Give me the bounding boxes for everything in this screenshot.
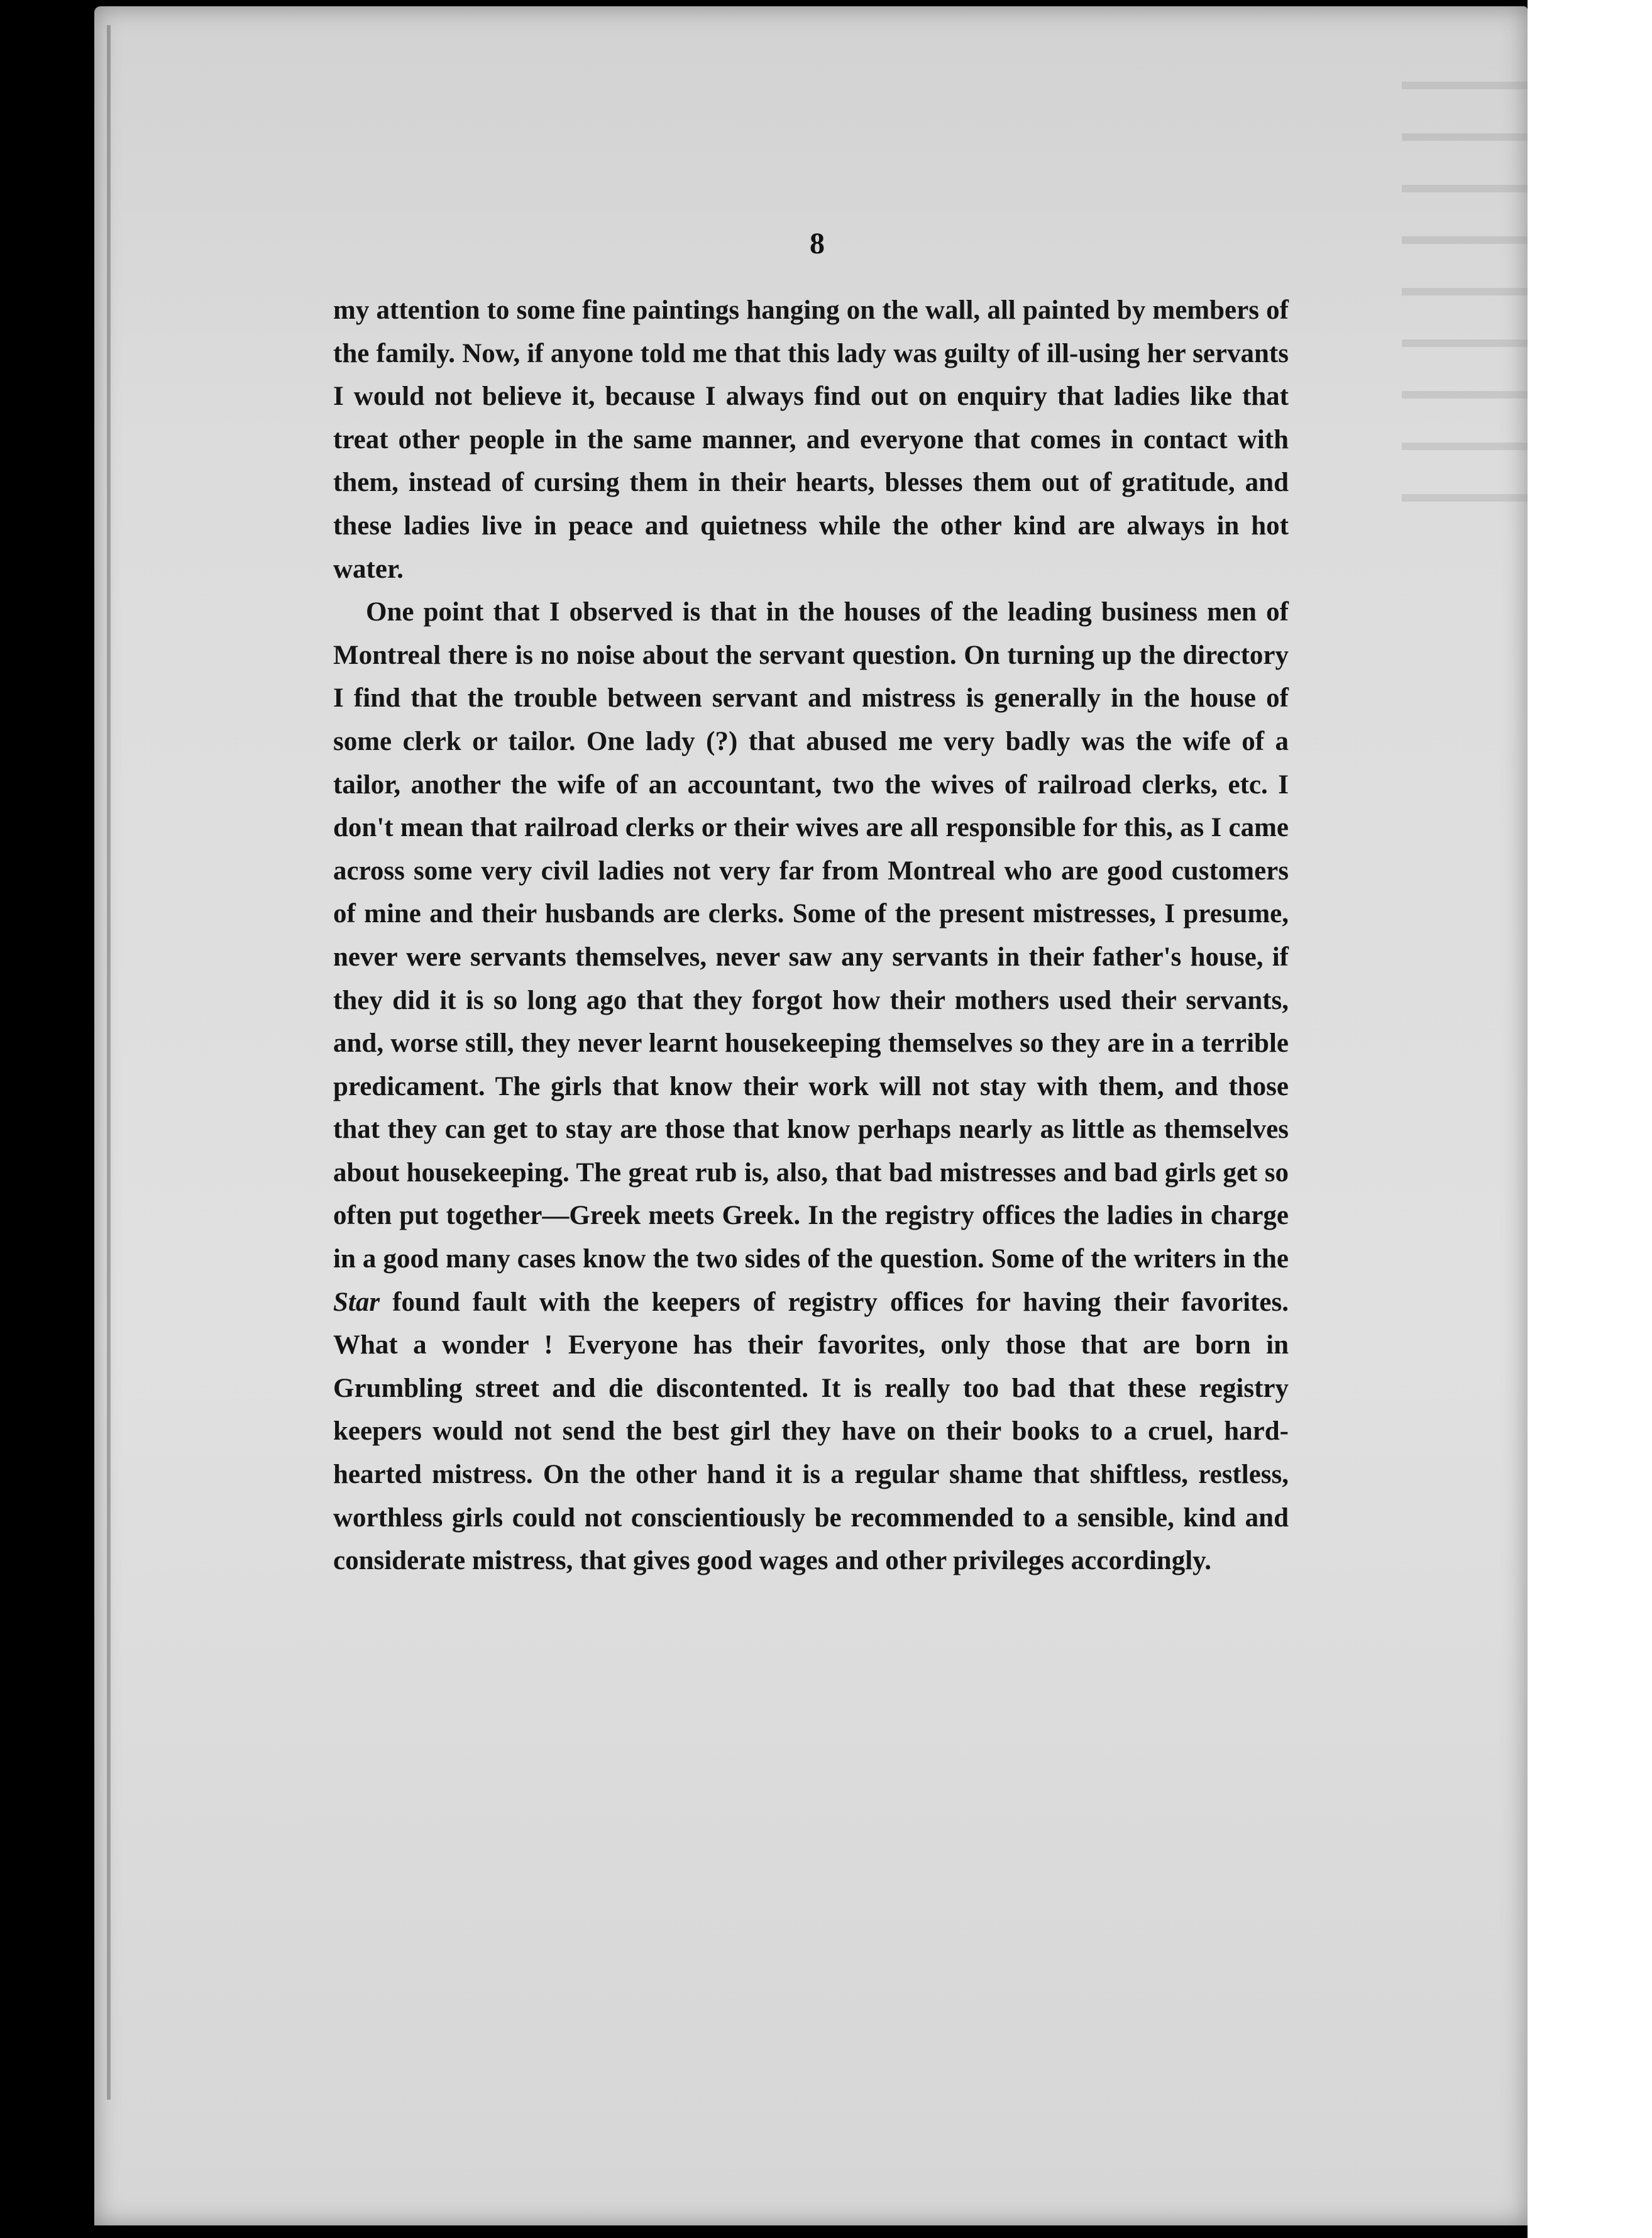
paragraph-2 xyxy=(333,591,1289,1583)
paragraph-2-part-1: One point that I observed is that in the houses of the leading business men of Montreal there is no noise about the servant question. On turning up the directory I find that the trouble between servant and mistress is generally in the house of some clerk or tailor. One lady (?) that abused me very badly was the wife of a tailor, another the wife of an accountant, two the wives of railroad clerks, etc. I don't mean that railroad clerks or their wives are all responsible for this, as I came across some very civil ladies not very far from Montreal who are good customers of mine and their husbands are clerks. Some of the present mistresses, I presume, never were servants themselves, never saw any servants in their father's house, if they did it is so long ago that they forgot how their mothers used their servants, and, worse still, they never learnt housekeeping themselves so they are in a terrible predicament. The girls that know their work will not stay with them, and those that they can get to stay are those that know perhaps nearly as little as themselves about housekeeping. The great rub is, also, that bad mistresses and bad girls get so often put together—Greek meets Greek. In the registry offices the ladies in charge in a good many cases know the two sides of the question. Some of the writers in the xyxy=(333,597,1289,1274)
page-fold-shadow xyxy=(107,25,111,2100)
paragraph-1: my attention to some fine paintings hanging on the wall, all painted by members of the family. Now, if anyone told me that this lady was guilty of ill-using her servants I would not believe it, because I always find out on enquiry that ladies like that treat other people in the same manner, and everyone that comes in contact with them, instead of cursing them in their hearts, blesses them out of gratitude, and these ladies live in peace and quietness while the other kind are always in hot water. xyxy=(333,295,1289,584)
page-number: 8 xyxy=(810,227,825,260)
paragraph-2-part-2: found fault with the keepers of registry offices for having their favorites. What a wonder ! Everyone has their favorites, only those that are born in Grumbling street and die discontented. It is really too bad that these registry keepers would not send the best girl they have on their books to a cruel, hard-hearted mistress. On the other hand it is a regular shame that shiftless, restless, worthless girls could not conscientiously be recommended to a sensible, kind and considerate mistress, that gives good wages and other privileges accordingly. xyxy=(333,1287,1289,1576)
newspaper-title-star: Star xyxy=(333,1287,380,1317)
body-text xyxy=(333,289,1289,1583)
bleed-through-text xyxy=(1402,38,1528,541)
scanner-margin xyxy=(1528,0,1652,2238)
